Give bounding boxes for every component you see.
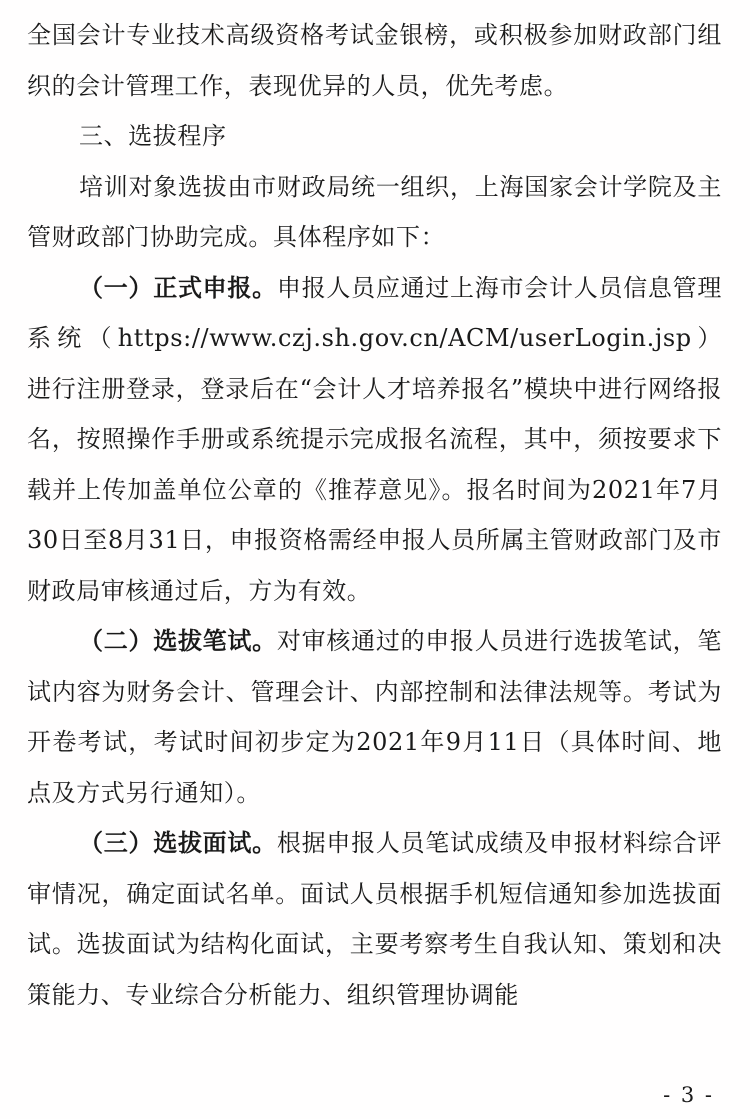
paragraph-formal-application [27, 263, 722, 617]
paragraph-selection-overview: 培训对象选拔由市财政局统一组织，上海国家会计学院及主管财政部门协助完成。具体程序如下： [27, 172, 722, 251]
item-text-formal-application: 申报人员应通过上海市会计人员信息管理系统（https://www.czj.sh.gov.cn/ACM/userLogin.jsp）进行注册登录，登录后在“会计人才培养报名”模块中进行网络报名，按照操作手册或系统提示完成报名流程，其中，须按要求下载并上传加盖单位公章的《推荐意见》。报名时间为2021年7月30日至8月31日，申报资格需经申报人员所属主管财政部门及市财政局审核通过后，方为有效。 [27, 273, 722, 605]
paragraph-interview [27, 818, 722, 1020]
item-text-written-exam: 对审核通过的申报人员进行选拔笔试，笔试内容为财务会计、管理会计、内部控制和法律法规等。考试为开卷考试，考试时间初步定为2021年9月11日（具体时间、地点及方式另行通知）。 [27, 627, 722, 807]
document-body [27, 10, 722, 1020]
item-lead-written-exam: （二）选拔笔试。 [79, 626, 277, 655]
paragraph-written-exam [27, 616, 722, 818]
item-lead-interview: （三）选拔面试。 [79, 828, 277, 857]
paragraph-continuation: 全国会计专业技术高级资格考试金银榜，或积极参加财政部门组织的会计管理工作，表现优异的人员，优先考虑。 [27, 21, 722, 100]
item-text-interview: 根据申报人员笔试成绩及申报材料综合评审情况，确定面试名单。面试人员根据手机短信通知参加选拔面试。选拔面试为结构化面试，主要考察考生自我认知、策划和决策能力、专业综合分析能力、组织管理协调能 [27, 829, 722, 1009]
item-lead-formal-application: （一）正式申报。 [79, 272, 277, 302]
page-number: - 3 - [663, 1083, 714, 1107]
section-heading-selection-procedure: 三、选拔程序 [79, 122, 227, 150]
